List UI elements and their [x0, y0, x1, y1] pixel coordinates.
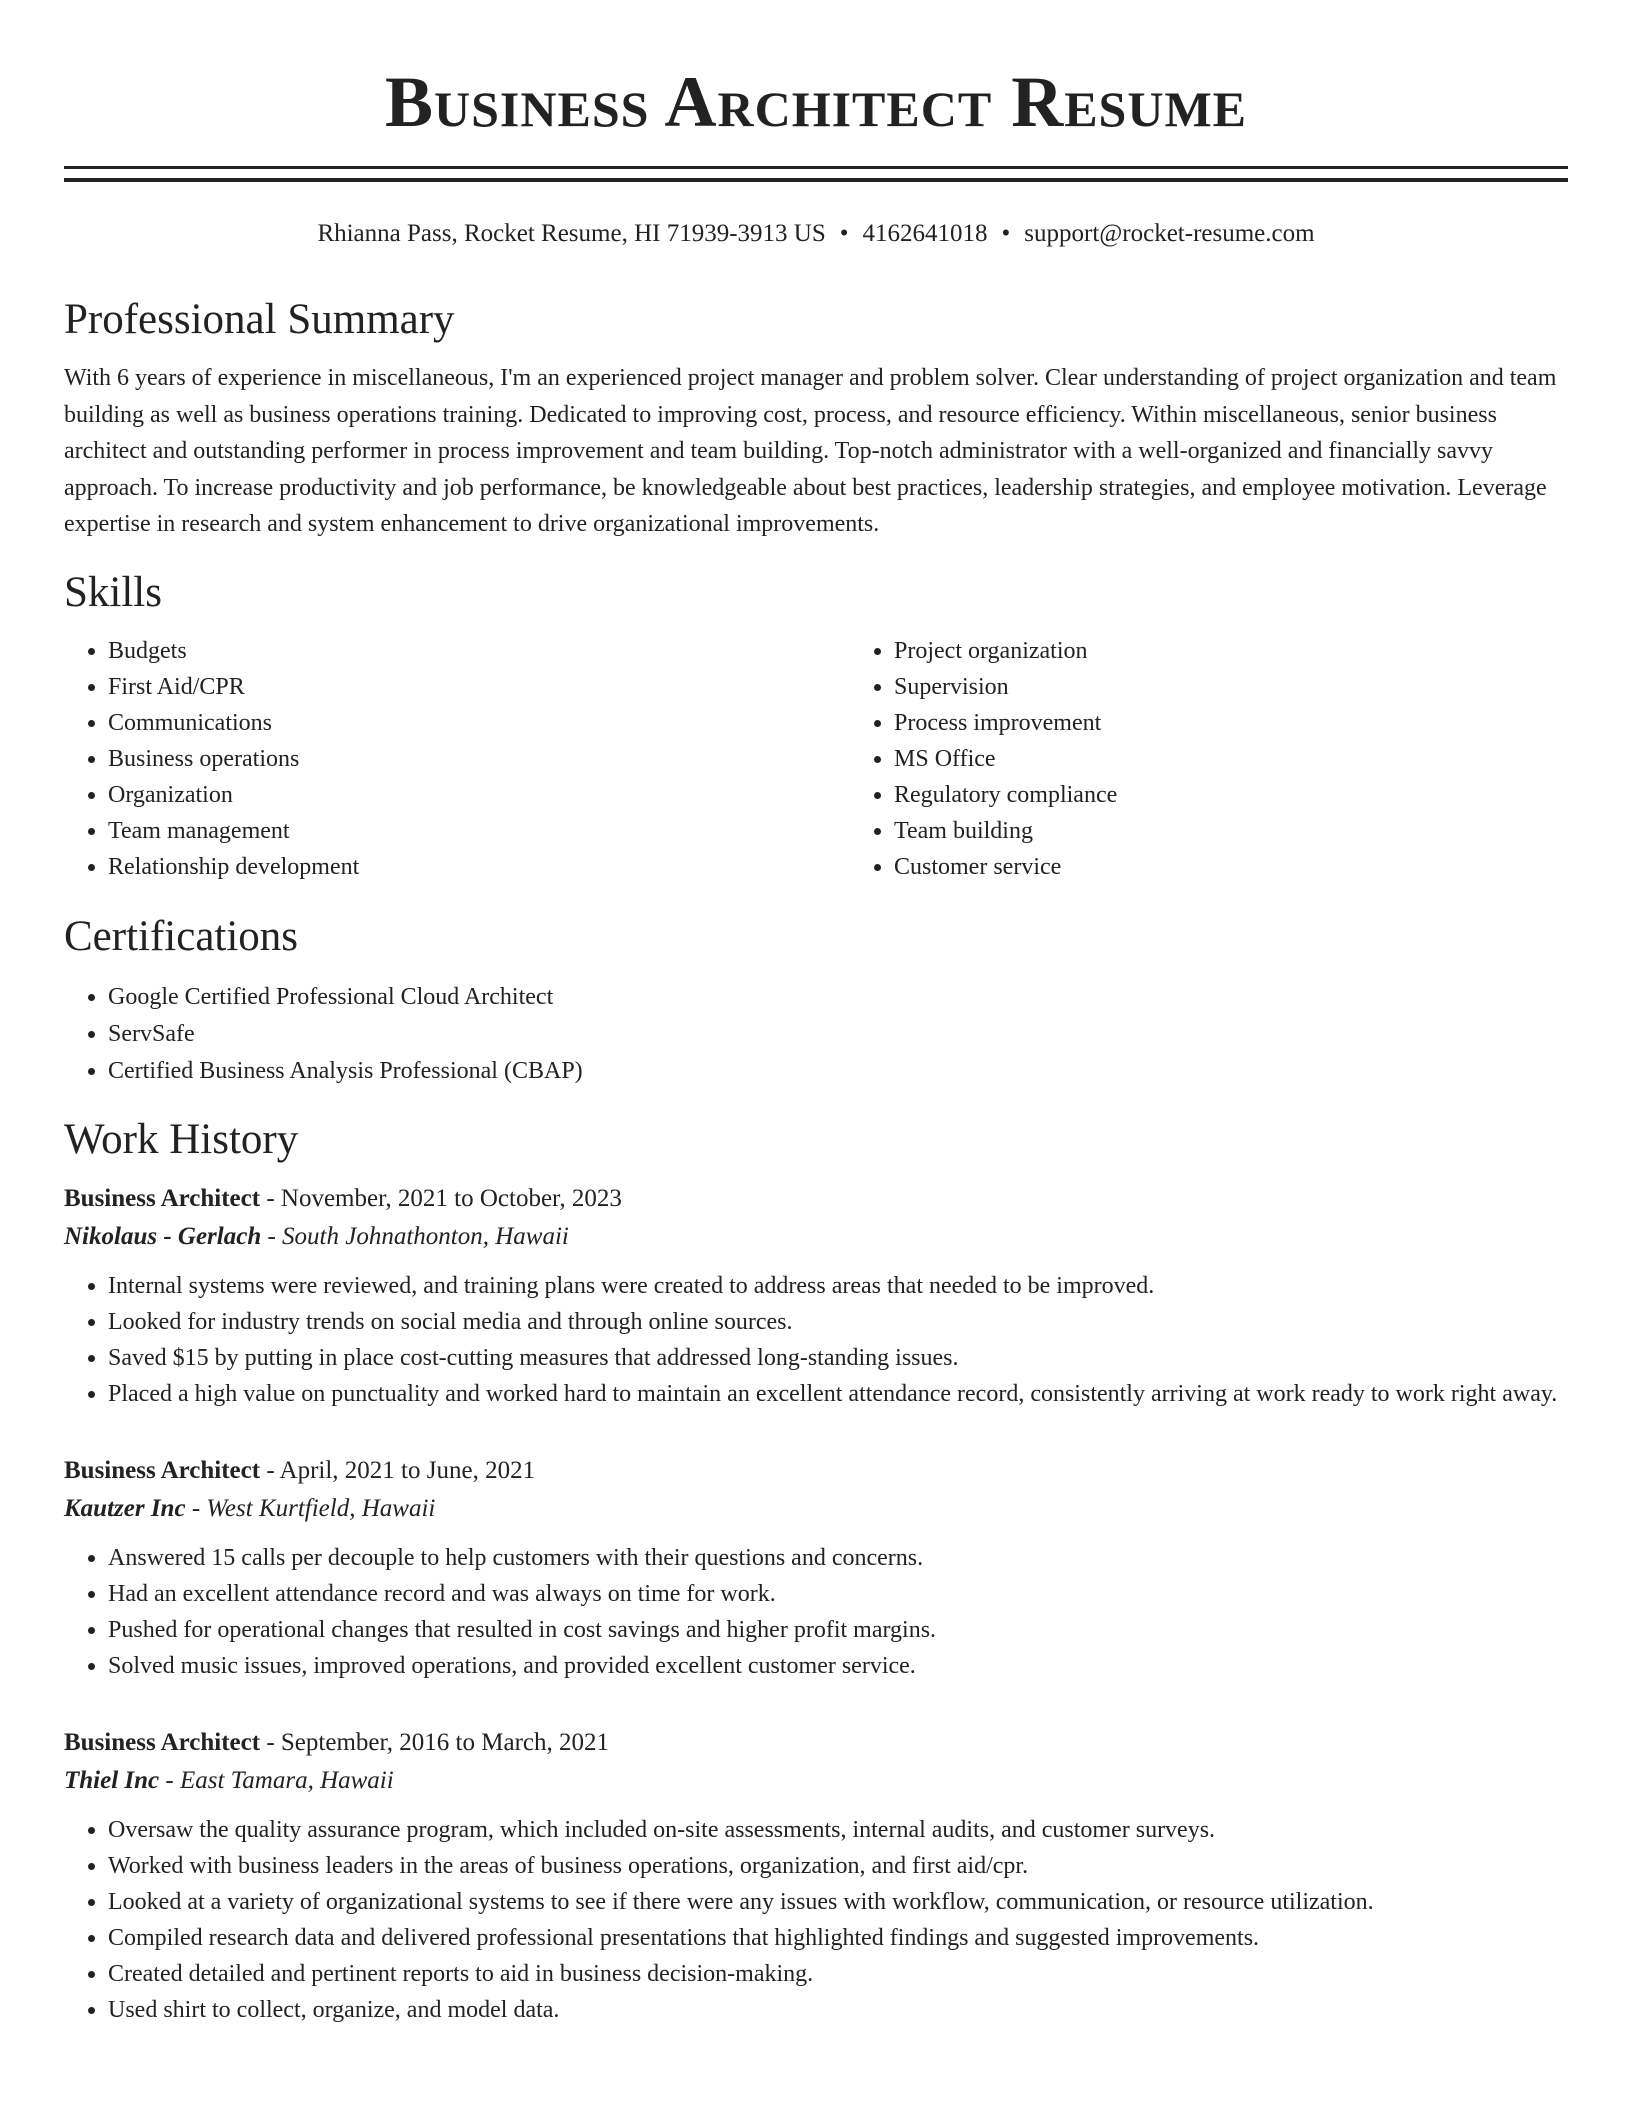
contact-address: Rhianna Pass, Rocket Resume, HI 71939-3913 US	[317, 220, 826, 247]
job-bullet: • Oversaw the quality assurance program, which included on-site assessments, internal audits, and customer surveys.	[108, 1812, 1568, 1848]
skills-columns	[64, 633, 1568, 885]
job-bullet: • Had an excellent attendance record and was always on time for work.	[108, 1576, 1568, 1612]
job-dates: - November, 2021 to October, 2023	[266, 1184, 622, 1212]
job-company: Kautzer Inc	[64, 1494, 186, 1522]
job-title-line	[64, 1180, 1568, 1218]
contact-phone: 4162641018	[862, 220, 988, 247]
certifications-heading: Certifications	[64, 912, 299, 960]
skill-item: • Communications	[108, 705, 850, 741]
job-bullet: • Solved music issues, improved operations, and provided excellent customer service.	[108, 1648, 1568, 1684]
job-location: - South Johnathonton, Hawaii	[267, 1222, 569, 1250]
skill-item: • Budgets	[108, 633, 850, 669]
job-bullets	[64, 1540, 1568, 1684]
summary-text: With 6 years of experience in miscellaneous, I'm an experienced project manager and problem solver. Clear understanding of project organization and team building as well as business operations training. Dedicated to improving cost, process, and resource efficiency. Within miscellaneous, senior business architect and outstanding performer in process improvement and team building. Top-notch administrator with a well-organized and financially savvy approach. To increase productivity and job performance, be knowledgeable about best practices, leadership strategies, and employee motivation. Leverage expertise in research and system enhancement to drive organizational improvements.	[64, 365, 1557, 537]
job-bullets	[64, 1812, 1568, 2028]
skill-item: • Business operations	[108, 741, 850, 777]
job-title-line	[64, 1724, 1568, 1762]
job-title: Business Architect	[64, 1728, 261, 1756]
job-title-line	[64, 1452, 1568, 1490]
skill-item: • Customer service	[894, 849, 1632, 885]
certification-item: • ServSafe	[108, 1016, 1568, 1053]
resume-title: Business Architect Resume	[384, 62, 1248, 142]
job-bullets	[64, 1268, 1568, 1412]
skill-item: • Team building	[894, 813, 1632, 849]
job-location: - West Kurtfield, Hawaii	[191, 1494, 436, 1522]
contact-separator: •	[1001, 220, 1011, 247]
skill-item: • MS Office	[894, 741, 1632, 777]
job-bullet: • Placed a high value on punctuality and worked hard to maintain an excellent attendance record, consistently arriving at work ready to work right away.	[108, 1376, 1568, 1412]
contact-separator: •	[839, 220, 849, 247]
work-history-section	[64, 1112, 1568, 2028]
job-company: Thiel Inc	[64, 1766, 160, 1794]
skill-item: • Supervision	[894, 669, 1632, 705]
job-entry	[64, 1724, 1568, 2028]
skill-item: • Process improvement	[894, 705, 1632, 741]
certifications-section	[64, 909, 1568, 1090]
job-bullet: • Created detailed and pertinent reports to aid in business decision-making.	[108, 1956, 1568, 1992]
job-company-line	[64, 1490, 1568, 1528]
skill-item: • Team management	[108, 813, 850, 849]
job-bullet: • Worked with business leaders in the areas of business operations, organization, and first aid/cpr.	[108, 1848, 1568, 1884]
skill-item: • Regulatory compliance	[894, 777, 1632, 813]
job-bullet: • Pushed for operational changes that resulted in cost savings and higher profit margins.	[108, 1612, 1568, 1648]
job-bullet: • Looked for industry trends on social media and through online sources.	[108, 1304, 1568, 1340]
skills-list-right	[850, 633, 1632, 885]
skill-item: • Relationship development	[108, 849, 850, 885]
skill-item: • First Aid/CPR	[108, 669, 850, 705]
job-bullet: • Saved $15 by putting in place cost-cutting measures that addressed long-standing issues.	[108, 1340, 1568, 1376]
skills-list-left	[64, 633, 850, 885]
job-bullet: • Used shirt to collect, organize, and model data.	[108, 1992, 1568, 2028]
skill-item: • Organization	[108, 777, 850, 813]
certification-item: • Google Certified Professional Cloud Architect	[108, 979, 1568, 1016]
skills-section	[64, 565, 1568, 885]
job-bullet: • Internal systems were reviewed, and training plans were created to address areas that needed to be improved.	[108, 1268, 1568, 1304]
job-bullet: • Answered 15 calls per decouple to help customers with their questions and concerns.	[108, 1540, 1568, 1576]
skill-item: • Project organization	[894, 633, 1632, 669]
skills-heading: Skills	[64, 568, 162, 616]
job-bullet: • Looked at a variety of organizational systems to see if there were any issues with workflow, communication, or resource utilization.	[108, 1884, 1568, 1920]
job-bullet: • Compiled research data and delivered professional presentations that highlighted findings and suggested improvements.	[108, 1920, 1568, 1956]
job-entry	[64, 1452, 1568, 1684]
job-title: Business Architect	[64, 1456, 261, 1484]
job-entry	[64, 1180, 1568, 1412]
job-company: Nikolaus - Gerlach	[64, 1222, 262, 1250]
certifications-list	[64, 979, 1568, 1090]
work-history-heading: Work History	[64, 1115, 299, 1163]
job-dates: - September, 2016 to March, 2021	[266, 1728, 610, 1756]
job-dates: - April, 2021 to June, 2021	[266, 1456, 536, 1484]
summary-heading: Professional Summary	[64, 296, 455, 343]
job-company-line	[64, 1762, 1568, 1800]
summary-section	[64, 292, 1568, 543]
certification-item: • Certified Business Analysis Professional (CBAP)	[108, 1053, 1568, 1090]
title-divider	[64, 166, 1568, 182]
job-company-line	[64, 1218, 1568, 1256]
job-location: - East Tamara, Hawaii	[165, 1766, 394, 1794]
job-title: Business Architect	[64, 1184, 261, 1212]
contact-line	[64, 216, 1568, 252]
contact-email: support@rocket-resume.com	[1024, 220, 1315, 247]
